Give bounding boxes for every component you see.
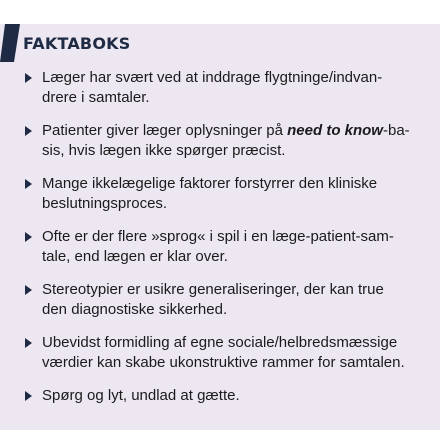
- item-text-line: beslutningsproces.: [42, 194, 168, 212]
- item-text-line: Spørg og lyt, undlad at gætte.: [42, 387, 240, 404]
- bullet-triangle-icon: [25, 232, 32, 242]
- list-item: [0, 280, 440, 319]
- list-item: [0, 227, 440, 266]
- bullet-triangle-icon: [25, 126, 32, 136]
- list-item: [0, 121, 440, 160]
- item-text-line: tale, end lægen er klar over.: [42, 247, 228, 265]
- item-text-line: sis, hvis lægen ikke spørger præcist.: [42, 141, 286, 159]
- fact-list: [0, 68, 440, 420]
- fact-box-heading: FAKTABOKS: [23, 34, 131, 53]
- item-text-line: Stereotypier er usikre generaliseringer, der kan true: [42, 281, 384, 298]
- item-text-line: værdier kan skabe ukonstruktive rammer for samtalen.: [42, 353, 405, 371]
- accent-bar-icon: [0, 24, 20, 62]
- list-item: [0, 333, 440, 372]
- item-text-line: Mange ikkelægelige faktorer forstyrrer den kliniske: [42, 175, 378, 192]
- fact-box: [0, 24, 440, 430]
- item-text-segment: Patienter giver læger oplysninger på: [42, 122, 288, 139]
- item-text-line: Ofte er der flere »sprog« i spil i en læge-patient-sam-: [42, 228, 394, 245]
- item-text-line: drere i samtaler.: [42, 88, 150, 106]
- item-emphasis: need to know: [287, 122, 383, 139]
- item-text-line: [42, 121, 424, 141]
- list-item: [0, 386, 440, 406]
- item-text-line: Ubevidst formidling af egne sociale/helbredsmæssige: [42, 334, 398, 351]
- list-item: [0, 174, 440, 213]
- bullet-triangle-icon: [25, 73, 32, 83]
- bullet-triangle-icon: [25, 285, 32, 295]
- bullet-triangle-icon: [25, 179, 32, 189]
- list-item: [0, 68, 440, 107]
- item-text-line: den diagnostiske sikkerhed.: [42, 300, 228, 318]
- item-text-segment: -ba-: [382, 122, 410, 139]
- item-text-line: Læger har svært ved at inddrage flygtninge/indvan-: [42, 69, 383, 86]
- bullet-triangle-icon: [25, 338, 32, 348]
- bullet-triangle-icon: [25, 391, 32, 401]
